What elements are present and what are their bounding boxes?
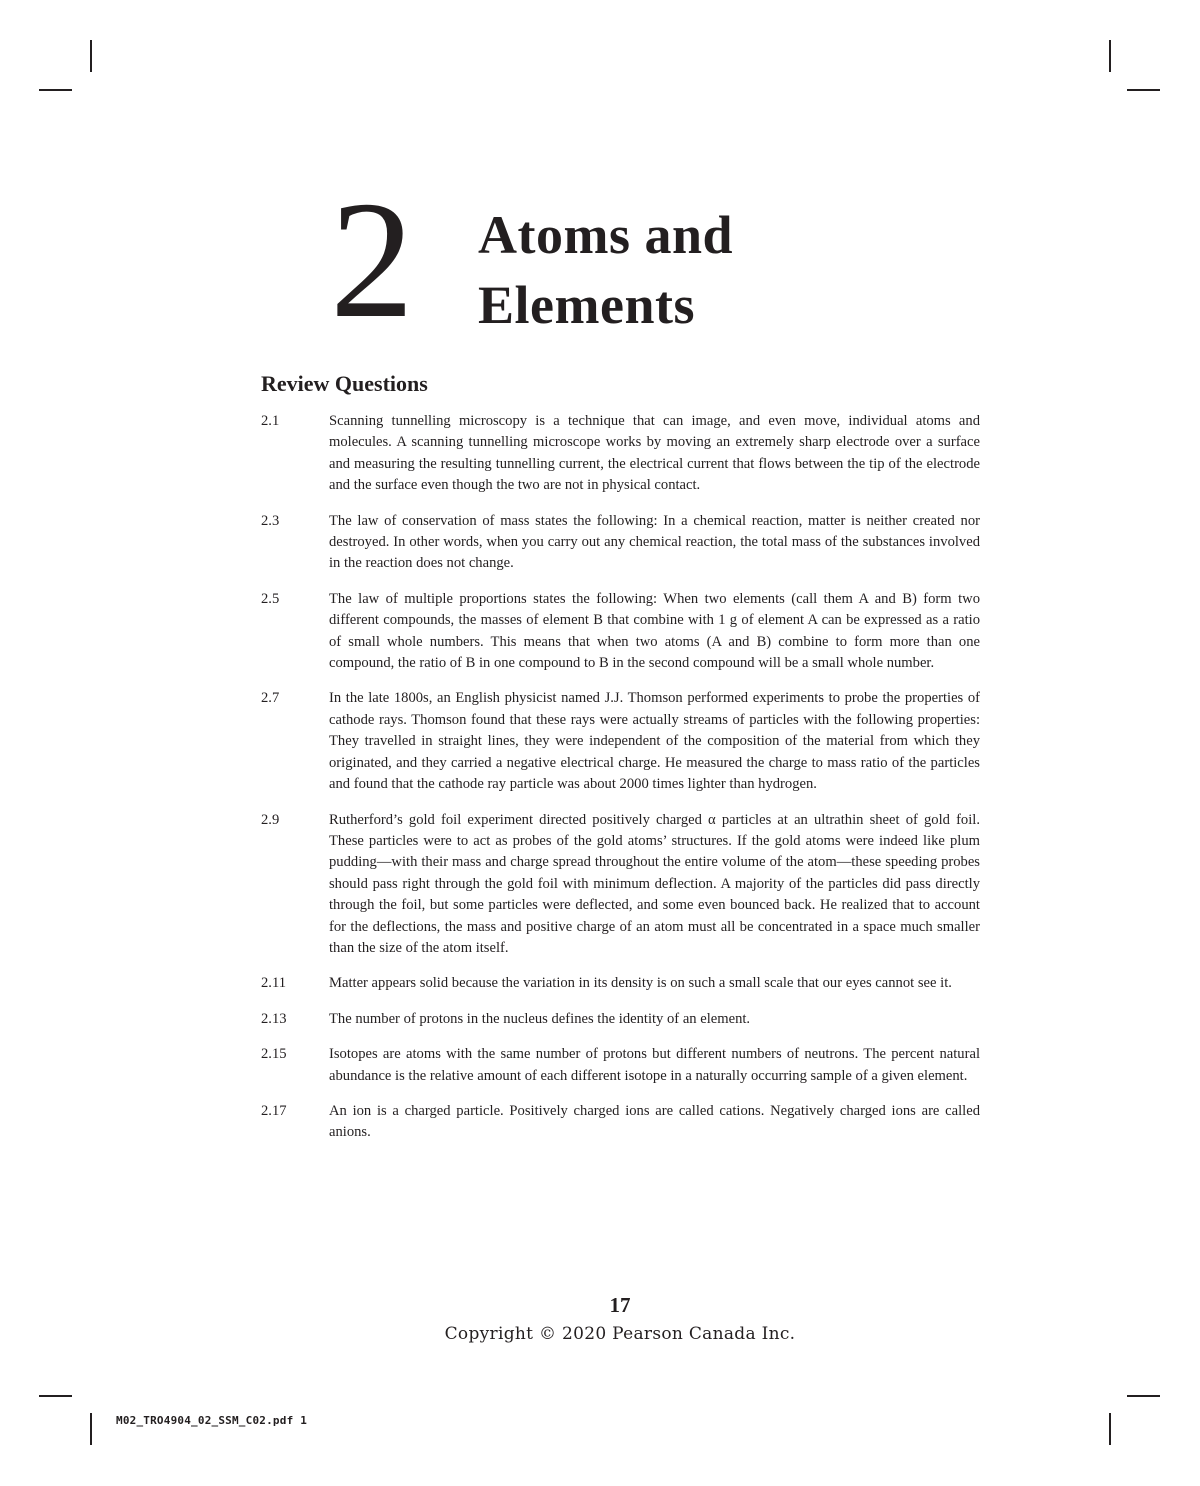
file-slug: M02_TRO4904_02_SSM_C02.pdf 1: [116, 1414, 308, 1427]
section-heading: Review Questions: [261, 371, 428, 396]
question-number: 2.15: [261, 1046, 287, 1063]
question-item: [261, 1044, 980, 1087]
chapter-title-line-2: Elements: [478, 275, 695, 335]
question-item: [261, 1101, 980, 1144]
question-answer-text: Isotopes are atoms with the same number of protons but different numbers of neutrons. The percent natural abundance is the relative amount of each different isotope in a naturally occurring sample of a given element.: [329, 1046, 980, 1084]
crop-mark-top-left-vertical: [90, 40, 92, 72]
review-questions-list: [261, 411, 980, 1158]
question-item: [261, 810, 980, 960]
question-number: 2.7: [261, 690, 280, 707]
question-answer-text: The law of multiple proportions states the following: When two elements (call them A and B) form two different compounds, the masses of element B that combine with 1 g of element A can be expressed as a ratio of small whole numbers. This means that when two atoms (A and B) combine to form more than one compound, the ratio of B in one compound to B in the second compound will be a small whole number.: [329, 590, 980, 672]
crop-mark-top-left-horizontal: [39, 89, 72, 91]
crop-mark-bottom-right-horizontal: [1127, 1395, 1160, 1397]
crop-mark-bottom-left-vertical: [90, 1413, 92, 1445]
page-number: 17: [609, 1293, 631, 1317]
question-answer-text: Matter appears solid because the variation in its density is on such a small scale that our eyes cannot see it.: [329, 975, 952, 992]
crop-mark-bottom-left-horizontal: [39, 1395, 72, 1397]
crop-mark-top-right-horizontal: [1127, 89, 1160, 91]
question-answer-text: Scanning tunnelling microscopy is a technique that can image, and even move, individual atoms and molecules. A scanning tunnelling microscope works by moving an extremely sharp electrode over a surface and measuring the resulting tunnelling current, the electrical current that flows between the tip of the electrode and the surface even though the two are not in physical contact.: [329, 413, 980, 494]
question-item: [261, 973, 980, 994]
question-item: [261, 1009, 980, 1030]
question-item: [261, 688, 980, 795]
question-item: [261, 589, 980, 675]
chapter-title: [478, 200, 733, 340]
copyright-notice: Copyright © 2020 Pearson Canada Inc.: [444, 1324, 796, 1344]
chapter-title-line-1: Atoms and: [478, 205, 734, 265]
question-number: 2.13: [261, 1010, 287, 1027]
question-answer-text: The number of protons in the nucleus defines the identity of an element.: [329, 1010, 751, 1027]
question-number: 2.17: [261, 1102, 287, 1119]
question-answer-text: Rutherford’s gold foil experiment directed positively charged α particles at an ultrathin sheet of gold foil. These particles were to act as probes of the gold atoms’ structures. If the gold atoms were indeed like plum pudding—with their mass and charge spread throughout the entire volume of the atom—these speeding probes should pass right through the gold foil with minimum deflection. A majority of the particles did pass directly through the foil, but some particles were deflected, and some even bounced back. He realized that to account for the deflections, the mass and positive charge of an atom must all be concentrated in a space much smaller than the size of the atom itself.: [329, 811, 980, 956]
question-answer-text: An ion is a charged particle. Positively charged ions are called cations. Negatively charged ions are called anions.: [329, 1102, 980, 1141]
question-number: 2.11: [261, 975, 286, 992]
crop-mark-top-right-vertical: [1109, 40, 1111, 72]
question-item: [261, 511, 980, 575]
question-number: 2.9: [261, 811, 280, 828]
question-number: 2.1: [261, 413, 280, 429]
question-number: 2.5: [261, 590, 280, 607]
crop-mark-bottom-right-vertical: [1109, 1413, 1111, 1445]
question-item: [261, 411, 980, 497]
question-answer-text: In the late 1800s, an English physicist named J.J. Thomson performed experiments to probe the properties of cathode rays. Thomson found that these rays were actually streams of particles with the following properties: They travelled in straight lines, they were independent of the composition of the material from which they originated, and they carried a negative electrical charge. He measured the charge to mass ratio of the particles and found that the cathode ray particle was about 2000 times lighter than hydrogen.: [329, 690, 980, 793]
chapter-number: 2: [330, 167, 412, 353]
question-answer-text: The law of conservation of mass states the following: In a chemical reaction, matter is neither created nor destroyed. In other words, when you carry out any chemical reaction, the total mass of the substances involved in the reaction does not change.: [329, 512, 980, 572]
question-number: 2.3: [261, 512, 280, 529]
